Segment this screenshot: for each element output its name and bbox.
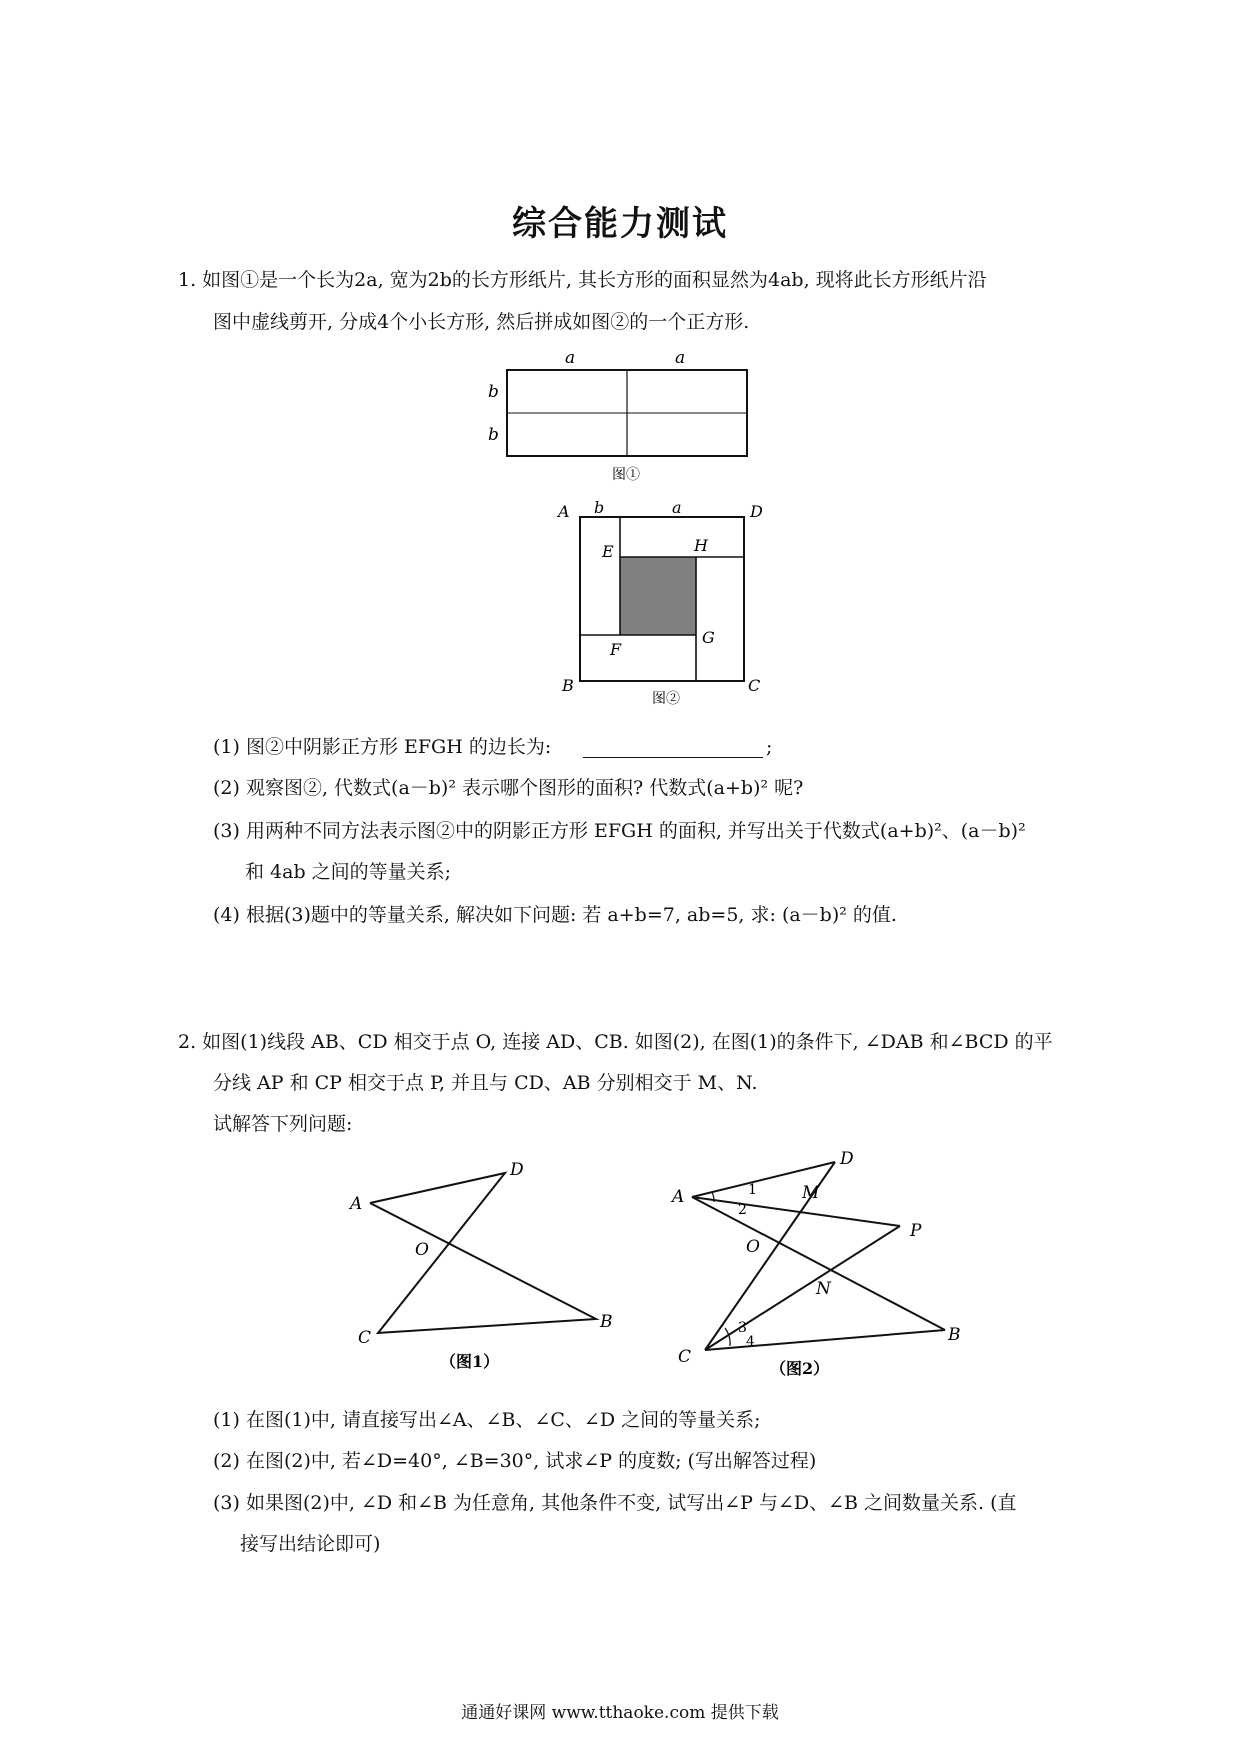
- q1-figure1: [480, 345, 760, 485]
- fig-2-label-A: A: [672, 1187, 685, 1207]
- fig-2-label-M: M: [802, 1183, 820, 1203]
- fig-1-lines: [370, 1173, 596, 1333]
- fig2-label-G: G: [702, 628, 715, 647]
- q2-sub1: (1) 在图(1)中, 请直接写出∠A、∠B、∠C、∠D 之间的等量关系;: [213, 1409, 761, 1431]
- fig-2-caption: （图2）: [770, 1359, 830, 1378]
- q1-sub3a: (3) 用两种不同方法表示图②中的阴影正方形 EFGH 的面积, 并写出关于代数式(a+b)²、(a－b)²: [213, 820, 1026, 842]
- fig-2-label-D: D: [840, 1150, 854, 1169]
- q2-sub3a: (3) 如果图(2)中, ∠D 和∠B 为任意角, 其他条件不变, 试写出∠P 与∠D、∠B 之间数量关系. (直: [213, 1492, 1017, 1514]
- q2-line1: 2. 如图(1)线段 AB、CD 相交于点 O, 连接 AD、CB. 如图(2), 在图(1)的条件下, ∠DAB 和∠BCD 的平: [178, 1031, 1053, 1053]
- q1-sub4: (4) 根据(3)题中的等量关系, 解决如下问题: 若 a+b=7, ab=5, 求: (a－b)² 的值.: [213, 904, 897, 926]
- fig-1-label-O: O: [415, 1240, 429, 1260]
- fig2-label-H: H: [694, 536, 708, 555]
- fig-1-caption: （图1）: [440, 1352, 500, 1371]
- fig-1-label-C: C: [358, 1328, 372, 1348]
- q2-sub2: (2) 在图(2)中, 若∠D=40°, ∠B=30°, 试求∠P 的度数; (写出解答过程): [213, 1450, 817, 1472]
- fig1-caption: 图①: [612, 467, 640, 483]
- q2-figure1: [340, 1155, 630, 1385]
- fig2-label-E: E: [602, 542, 614, 561]
- q1-sub1-blank: [583, 757, 763, 758]
- fig-2-angle-3: 3: [738, 1320, 747, 1336]
- fig-2-angle-2: 2: [738, 1202, 747, 1218]
- fig2-label-A: A: [558, 502, 570, 521]
- fig2-label-D: D: [750, 502, 763, 521]
- q1-sub1: (1) 图②中阴影正方形 EFGH 的边长为:: [213, 736, 552, 758]
- q2-line3: 试解答下列问题:: [213, 1113, 353, 1135]
- fig-1-label-B: B: [600, 1312, 613, 1332]
- fig-1-label-A: A: [350, 1194, 363, 1214]
- fig-2-label-B: B: [948, 1325, 961, 1345]
- page-title: 综合能力测试: [512, 204, 728, 244]
- fig-2-label-N: N: [816, 1279, 831, 1299]
- fig2-label-b: b: [594, 498, 605, 517]
- q1-figure2: [550, 495, 770, 705]
- q1-line2: 图中虚线剪开, 分成4个小长方形, 然后拼成如图②的一个正方形.: [213, 311, 750, 333]
- fig2-shaded-square: [620, 557, 696, 635]
- fig1-top-a2: a: [675, 348, 686, 368]
- q1-sub1-end: ;: [766, 736, 773, 758]
- fig-2-angle-4: 4: [746, 1334, 755, 1350]
- fig-2-angle-1: 1: [748, 1182, 757, 1198]
- fig2-caption: 图②: [652, 691, 680, 705]
- q2-line2: 分线 AP 和 CP 相交于点 P, 并且与 CD、AB 分别相交于 M、N.: [213, 1072, 758, 1094]
- fig-1-label-D: D: [510, 1160, 524, 1180]
- fig1-top-a1: a: [565, 348, 576, 368]
- fig1-left-b1: b: [488, 382, 499, 402]
- fig-2-label-P: P: [910, 1221, 922, 1241]
- q2-sub3b: 接写出结论即可): [240, 1533, 381, 1555]
- fig2-label-a: a: [672, 498, 682, 517]
- q1-line1: 1. 如图①是一个长为2a, 宽为2b的长方形纸片, 其长方形的面积显然为4ab, 现将此长方形纸片沿: [178, 269, 987, 291]
- q1-sub3b: 和 4ab 之间的等量关系;: [245, 861, 452, 883]
- footer-source: 通通好课网 www.tthaoke.com 提供下载: [461, 1703, 779, 1723]
- fig2-label-F: F: [610, 640, 622, 659]
- fig2-label-B: B: [562, 676, 574, 695]
- fig2-label-C: C: [748, 676, 761, 695]
- fig-2-label-O: O: [746, 1237, 760, 1257]
- fig-2-label-C: C: [678, 1347, 692, 1367]
- fig1-left-b2: b: [488, 425, 499, 445]
- q2-figure2: [670, 1150, 980, 1390]
- q1-sub2: (2) 观察图②, 代数式(a－b)² 表示哪个图形的面积? 代数式(a+b)² 呢?: [213, 777, 804, 799]
